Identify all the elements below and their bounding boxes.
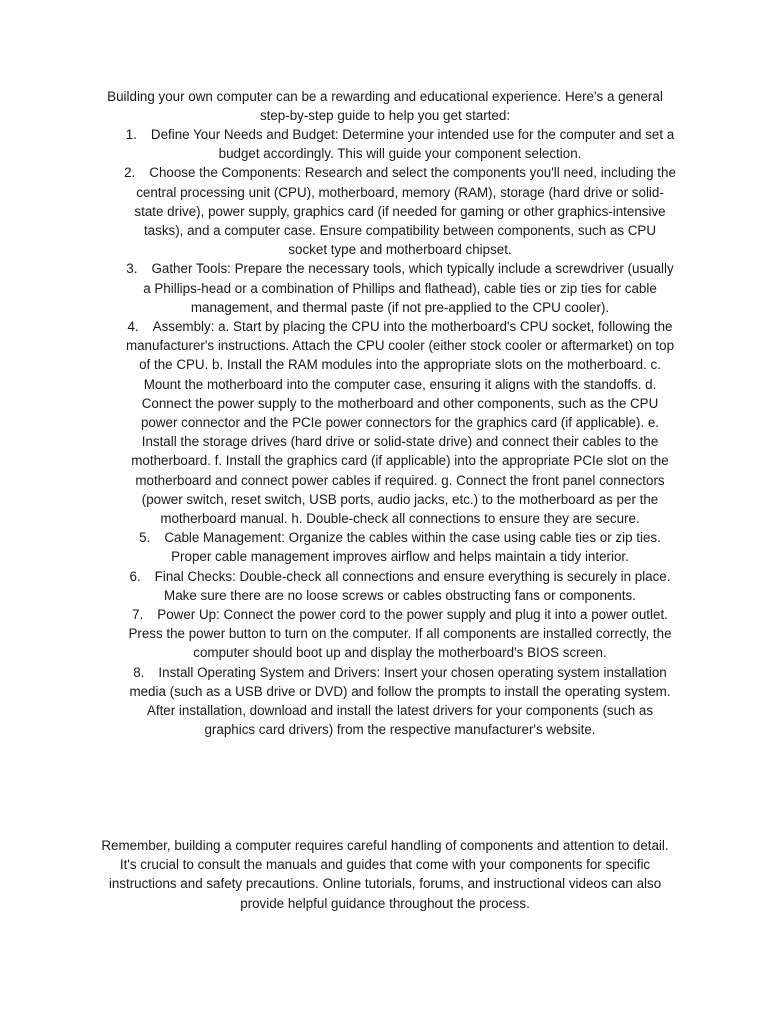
list-item: [120, 125, 680, 163]
step-number: 2.: [124, 165, 136, 181]
step-number: 5.: [139, 530, 151, 546]
steps-list: [120, 125, 680, 740]
step-text: Assembly: a. Start by placing the CPU into the motherboard's CPU socket, following the manufacturer's instructions. Attach the CPU cooler (either stock cooler or aftermarket) on top of the CPU. b. Install the RAM modules into the appropriate slots on the motherboard. c. Mount the motherboard into the computer case, ensuring it aligns with the standoffs. d. Connect the power supply to the motherboard and other components, such as the CPU power connector and the PCIe power connectors for the graphics card (if applicable). e. Install the storage drives (hard drive or solid-state drive) and connect their cables to the motherboard. f. Install the graphics card (if applicable) into the appropriate PCIe slot on the motherboard and connect power cables if required. g. Connect the front panel connectors (power switch, reset switch, USB ports, audio jacks, etc.) to the motherboard as per the motherboard manual. h. Double-check all connections to ensure they are secure.: [125, 319, 675, 527]
step-text: Power Up: Connect the power cord to the power supply and plug it into a power outlet. Press the power button to turn on the computer. If all components are installed correctly, the computer should boot up and display the motherboard's BIOS screen.: [128, 607, 672, 661]
step-number: 3.: [126, 261, 138, 277]
list-item: [120, 317, 680, 528]
intro-paragraph: Building your own computer can be a rewarding and educational experience. Here's a general step-by-step guide to help you get started:: [107, 89, 663, 124]
list-item: [120, 259, 680, 317]
step-text: Cable Management: Organize the cables within the case using cable ties or zip ties. Proper cable management improves airflow and helps maintain a tidy interior.: [164, 530, 661, 565]
step-number: 4.: [127, 319, 139, 335]
step-number: 1.: [125, 127, 137, 142]
list-item: [120, 663, 680, 740]
step-number: 6.: [129, 568, 141, 584]
closing-paragraph: Remember, building a computer requires careful handling of components and attention to detail. It's crucial to consult the manuals and guides that come with your components for specific instructions and safety precautions. Online tutorials, forums, and instructional videos can also provide helpful guidance throughout the process.: [101, 838, 669, 911]
step-text: Final Checks: Double-check all connections and ensure everything is securely in place. Make sure there are no loose screws or cables obstructing fans or components.: [154, 568, 671, 603]
list-item: [120, 605, 680, 663]
step-text: Choose the Components: Research and select the components you'll need, including the central processing unit (CPU), motherboard, memory (RAM), storage (hard drive or solid-state drive), power supply, graphics card (if needed for gaming or other graphics-intensive tasks), and a computer case. Ensure compatibility between components, such as CPU socket type and motherboard chipset.: [134, 165, 676, 258]
step-text: Define Your Needs and Budget: Determine your intended use for the computer and set a budget accordingly. This will guide your component selection.: [150, 127, 675, 162]
list-item: [120, 528, 680, 566]
step-text: Install Operating System and Drivers: Insert your chosen operating system installation media (such as a USB drive or DVD) and follow the prompts to install the operating system. After installation, download and install the latest drivers for your components (such as graphics card drivers) from the respective manufacturer's website.: [129, 664, 671, 738]
list-item: [120, 567, 680, 605]
step-number: 8.: [133, 664, 145, 680]
step-number: 7.: [132, 607, 144, 623]
step-text: Gather Tools: Prepare the necessary tools, which typically include a screwdriver (usually a Phillips-head or a combination of Phillips and flathead), cable ties or zip ties for cable management, and thermal paste (if not pre-applied to the CPU cooler).: [143, 261, 674, 315]
list-item: [120, 163, 680, 259]
